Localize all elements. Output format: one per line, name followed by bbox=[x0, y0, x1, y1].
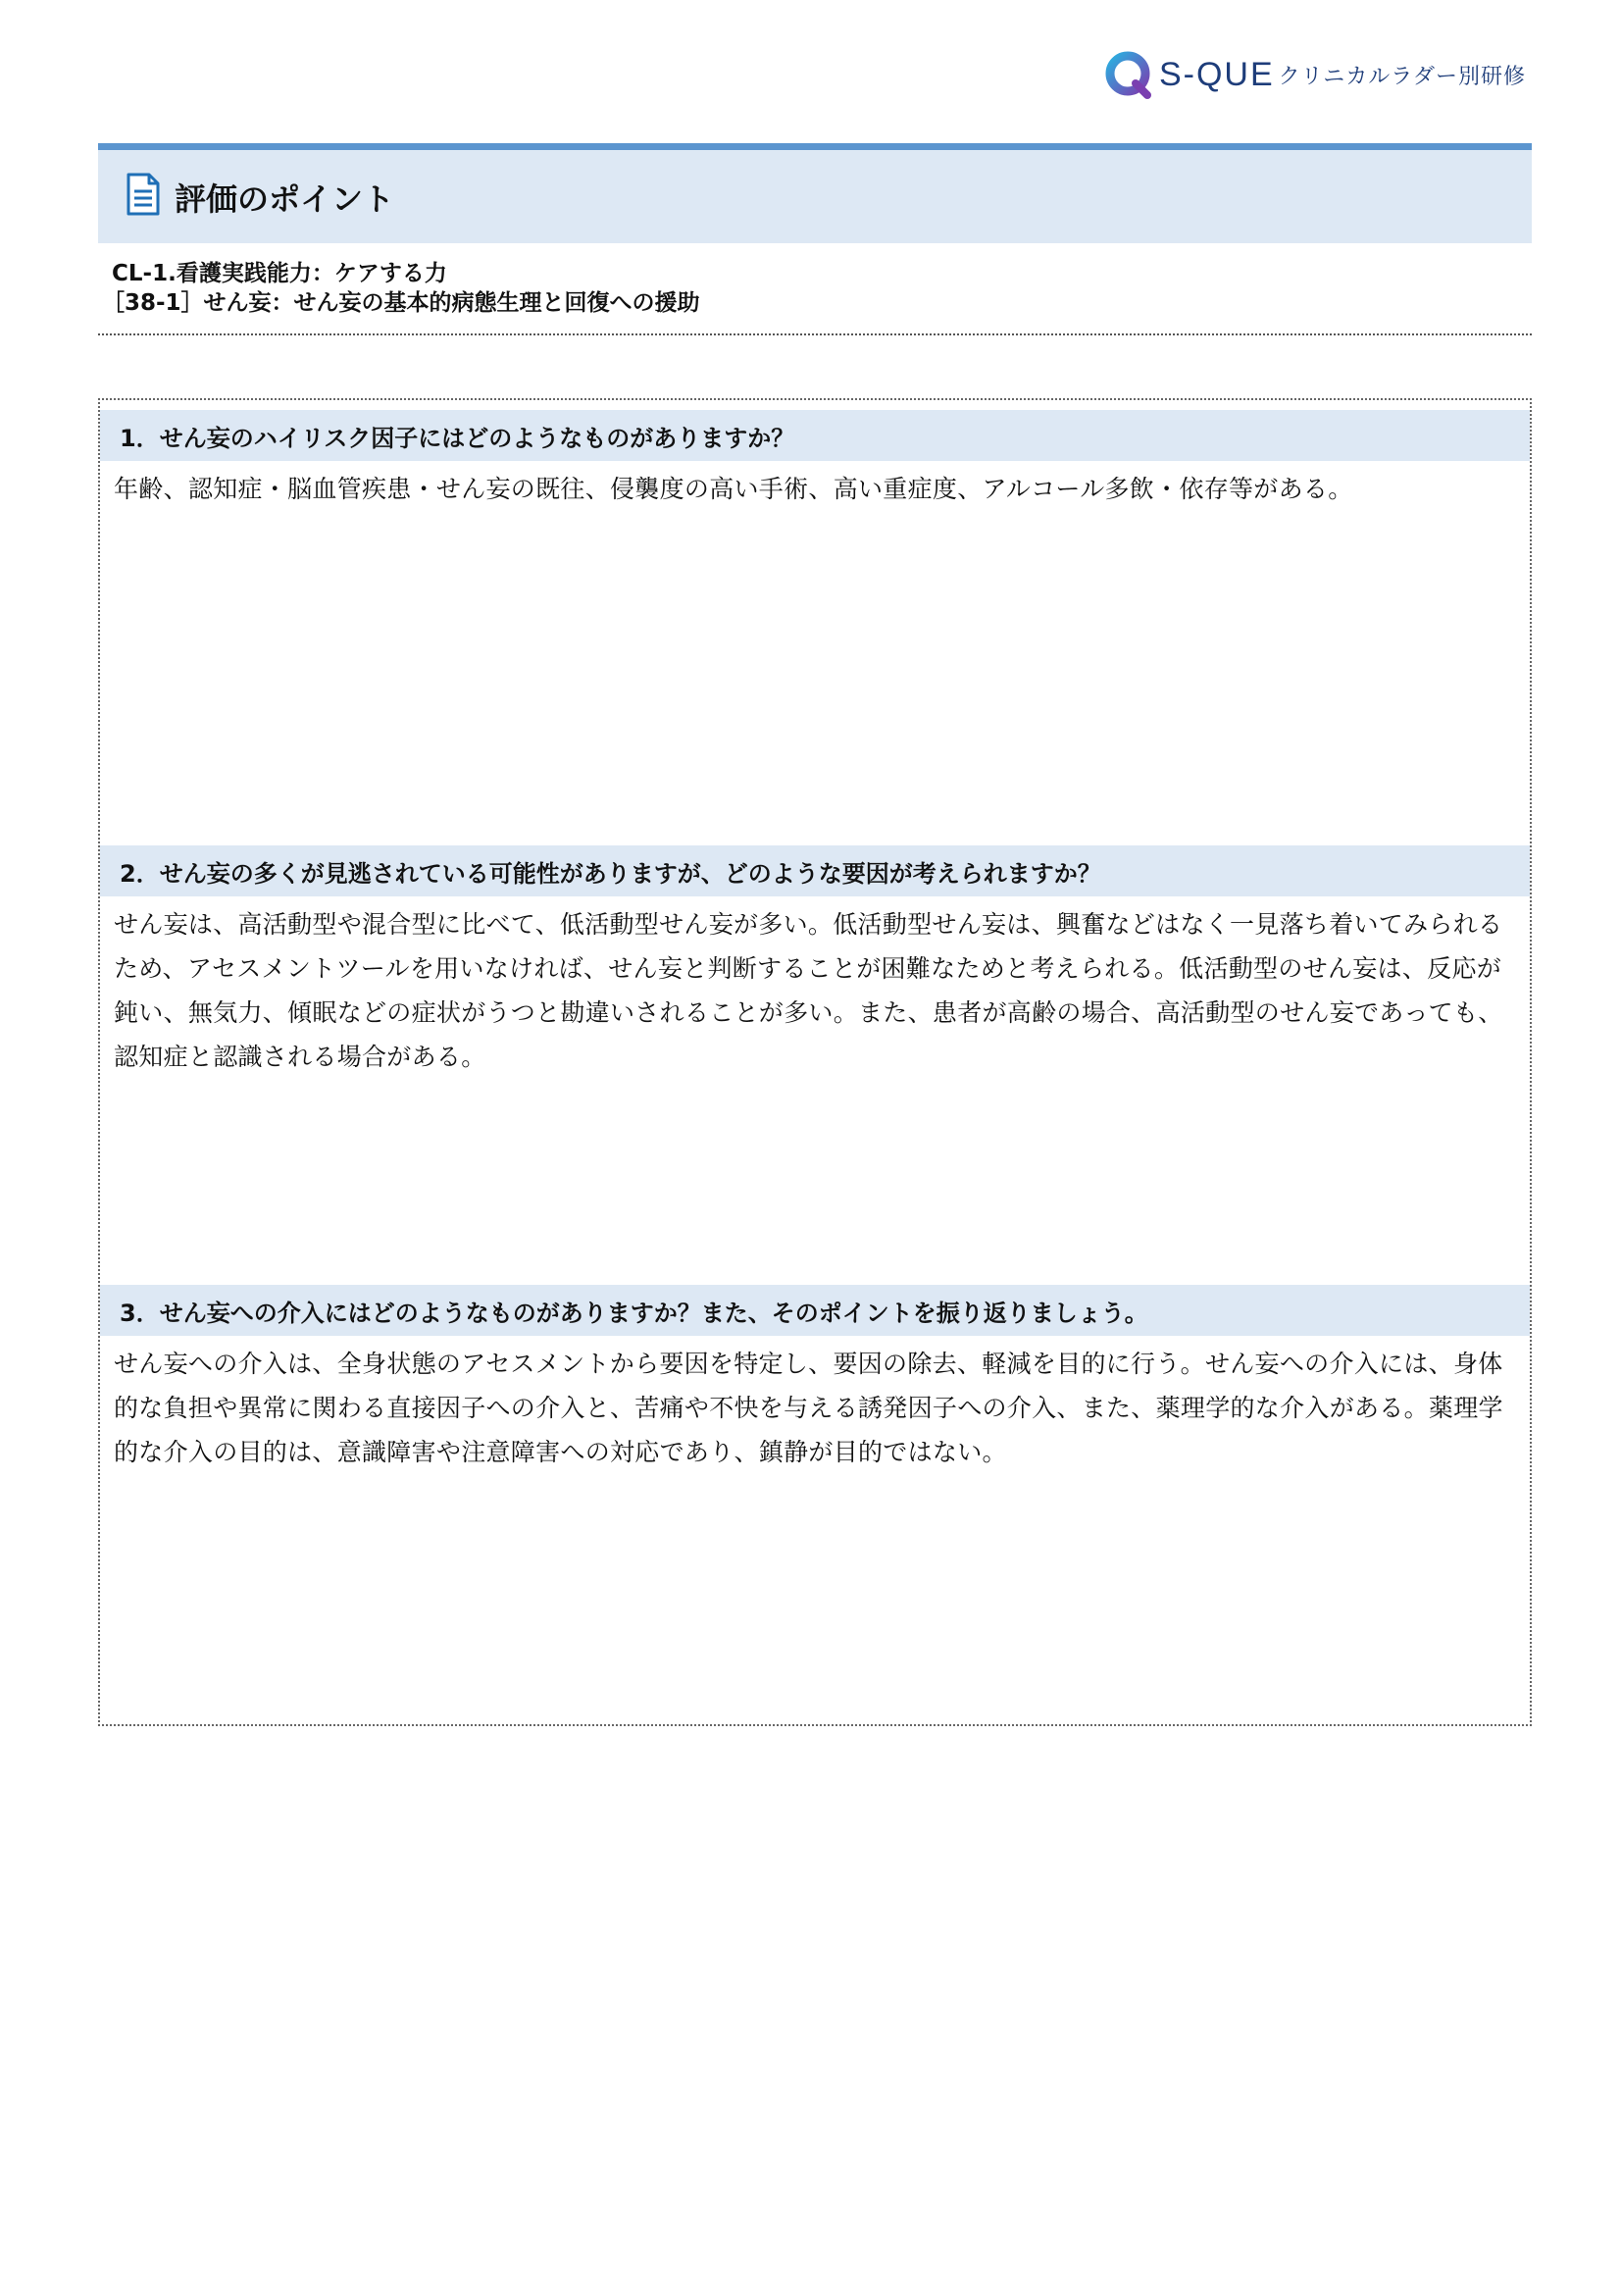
course-meta bbox=[102, 259, 700, 318]
course-category: CL-1.看護実践能力：ケアする力 bbox=[112, 261, 447, 286]
logo-subtitle: クリニカルラダー別研修 bbox=[1278, 64, 1526, 89]
divider bbox=[98, 333, 1532, 335]
qa-item-3 bbox=[100, 1285, 1530, 1726]
section-title: 評価のポイント bbox=[175, 179, 395, 218]
section-header bbox=[98, 143, 1532, 243]
question-2: 2．せん妄の多くが見逃されている可能性がありますが、どのような要因が考えられますか？ bbox=[100, 845, 1530, 896]
question-3: 3．せん妄への介入にはどのようなものがありますか？また、そのポイントを振り返りましょう。 bbox=[100, 1285, 1530, 1336]
answer-1: 年齢、認知症・脳血管疾患・せん妄の既往、侵襲度の高い手術、高い重症度、アルコール多飲・依存等がある。 bbox=[114, 475, 1353, 503]
qa-item-2 bbox=[100, 845, 1530, 1287]
logo bbox=[1102, 45, 1526, 104]
logo-ring-icon bbox=[1102, 48, 1155, 101]
question-1: 1．せん妄のハイリスク因子にはどのようなものがありますか？ bbox=[100, 410, 1530, 461]
answer-3: せん妄への介入は、全身状態のアセスメントから要因を特定し、要因の除去、軽減を目的に行う。せん妄への介入には、身体的な負担や異常に関わる直接因子への介入と、苦痛や不快を与える誘発因子への介入、また、薬理学的な介入がある。薬理学的な介入の目的は、意識障害や注意障害への対応であり、鎮静が目的ではない。 bbox=[114, 1350, 1503, 1466]
answer-2: せん妄は、高活動型や混合型に比べて、低活動型せん妄が多い。低活動型せん妄は、興奮などはなく一見落ち着いてみられるため、アセスメントツールを用いなければ、せん妄と判断することが困難なためと考えられる。低活動型のせん妄は、反応が鈍い、無気力、傾眠などの症状がうつと勘違いされることが多い。また、患者が高齢の場合、高活動型のせん妄であっても、認知症と認識される場合がある。 bbox=[114, 910, 1503, 1071]
qa-box bbox=[98, 398, 1532, 1726]
document-icon bbox=[126, 173, 161, 216]
qa-item-1 bbox=[100, 410, 1530, 851]
course-topic: ［38-1］せん妄：せん妄の基本的病態生理と回復への援助 bbox=[102, 290, 700, 316]
logo-brand: S-QUE bbox=[1158, 55, 1275, 93]
